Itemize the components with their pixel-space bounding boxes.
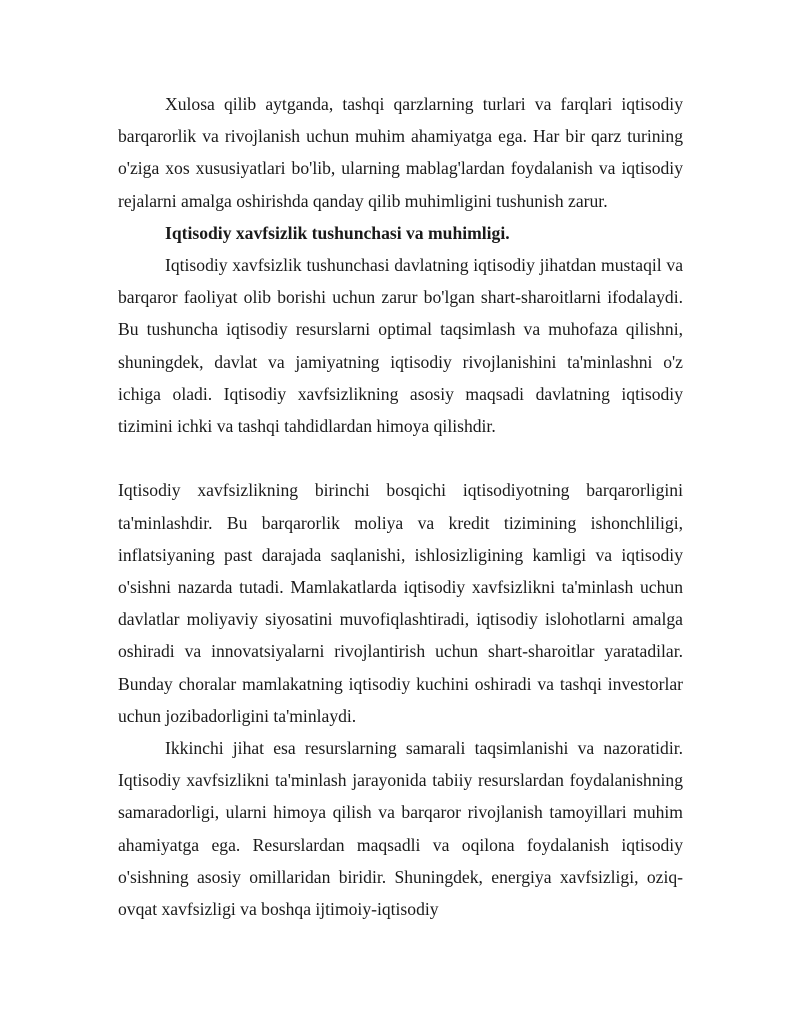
paragraph-definition: Iqtisodiy xavfsizlik tushunchasi davlatning iqtisodiy jihatdan mustaqil va barqaror faoliyat olib borishi uchun zarur bo'lgan shart-sharoitlarni ifodalaydi. Bu tushuncha iqtisodiy resurslarni optimal taqsimlash va muhofaza qilishni, shuningdek, davlat va jamiyatning iqtisodiy rivojlanishini ta'minlashni o'z ichiga oladi. Iqtisodiy xavfsizlikning asosiy maqsadi davlatning iqtisodiy tizimini ichki va tashqi tahdidlardan himoya qilishdir. bbox=[118, 255, 683, 437]
section-heading: Iqtisodiy xavfsizlik tushunchasi va muhimligi. bbox=[165, 222, 510, 243]
paragraph-gap bbox=[118, 442, 683, 474]
paragraph-conclusion: Xulosa qilib aytganda, tashqi qarzlarning turlari va farqlari iqtisodiy barqarorlik va rivojlanish uchun muhim ahamiyatga ega. Har bir qarz turining o'ziga xos xususiyatlari bo'lib, ularning mablag'lardan foydalanish va iqtisodiy rejalarni amalga oshirishda qanday qilib muhimligini tushunish zarur. bbox=[118, 94, 683, 211]
document-page bbox=[118, 88, 683, 925]
paragraph-second-aspect: Ikkinchi jihat esa resurslarning samarali taqsimlanishi va nazoratidir. Iqtisodiy xavfsizlikni ta'minlash jarayonida tabiiy resurslardan foydalanishning samaradorligi, ularni himoya qilish va barqaror rivojlanish tamoyillari muhim ahamiyatga ega. Resurslardan maqsadli va oqilona foydalanish iqtisodiy o'sishning asosiy omillaridan biridir. Shuningdek, energiya xavfsizligi, oziq-ovqat xavfsizligi va boshqa ijtimoiy-iqtisodiy bbox=[118, 738, 683, 920]
paragraph-first-stage: Iqtisodiy xavfsizlikning birinchi bosqichi iqtisodiyotning barqarorligini ta'minlashdir. Bu barqarorlik moliya va kredit tizimining ishonchliligi, inflatsiyaning past darajada saqlanishi, ishlosizligining kamligi va iqtisodiy o'sishni nazarda tutadi. Mamlakatlarda iqtisodiy xavfsizlikni ta'minlash uchun davlatlar moliyaviy siyosatini muvofiqlashtiradi, iqtisodiy islohotlarni amalga oshiradi va innovatsiyalarni rivojlantirish uchun shart-sharoitlar yaratadilar. Bunday choralar mamlakatning iqtisodiy kuchini oshiradi va tashqi investorlar uchun jozibadorligini ta'minlaydi. bbox=[118, 480, 683, 726]
